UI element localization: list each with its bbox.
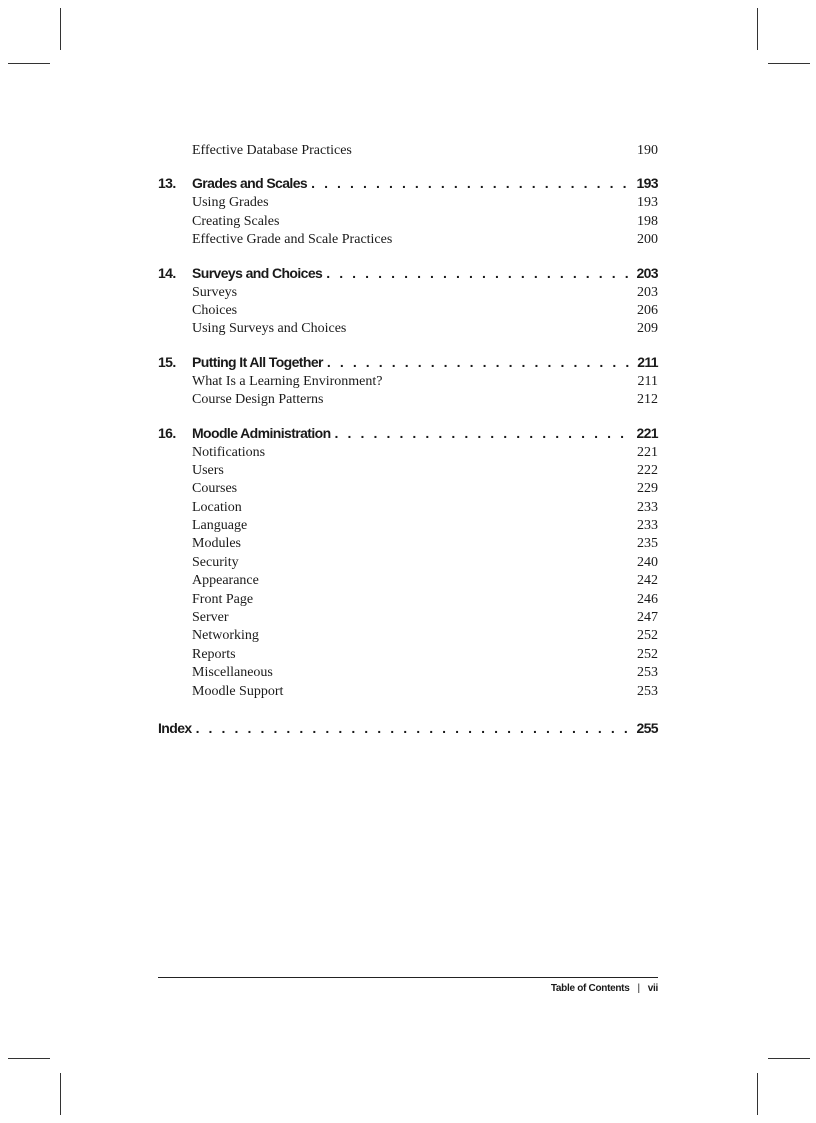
toc-chapter-heading[interactable] <box>158 354 658 374</box>
toc-entry[interactable] <box>158 321 658 339</box>
toc-chapter <box>158 354 658 411</box>
toc-entry-label: Appearance <box>192 573 259 589</box>
toc-entry[interactable] <box>158 285 658 303</box>
toc-entry-page: 211 <box>637 373 658 389</box>
toc-entry-page: 198 <box>637 213 658 229</box>
toc-entry[interactable] <box>158 374 658 392</box>
toc-entry[interactable] <box>158 610 658 628</box>
toc-entry[interactable] <box>158 232 658 250</box>
footer-rule <box>158 977 658 978</box>
crop-mark-bottom-left <box>60 1073 61 1115</box>
toc-chapter-number: 13. <box>158 175 176 192</box>
toc-chapter-title: Putting It All Together <box>192 353 323 370</box>
toc-chapter-page: 221 <box>636 424 658 441</box>
toc-entry-label: Using Grades <box>192 195 269 211</box>
crop-mark-bottom-right-h <box>768 1058 810 1059</box>
toc-dot-leader <box>335 425 633 441</box>
toc-entry[interactable] <box>158 303 658 321</box>
toc-entry-label: Security <box>192 554 239 570</box>
toc-entry-label: Effective Database Practices <box>192 143 352 158</box>
toc-dot-leader <box>326 265 632 281</box>
toc-entry-label: Users <box>192 462 224 478</box>
toc-entry[interactable] <box>158 536 658 554</box>
toc-chapter-page: 203 <box>636 264 658 281</box>
toc-chapter-heading[interactable] <box>158 265 658 285</box>
toc-entry[interactable] <box>158 143 658 161</box>
toc-entry[interactable] <box>158 195 658 213</box>
toc-entry-label: Effective Grade and Scale Practices <box>192 232 393 248</box>
toc-entry-page: 212 <box>637 392 658 408</box>
toc-entry-page: 203 <box>637 284 658 300</box>
toc-chapter-number: 16. <box>158 424 176 441</box>
toc-chapter-heading[interactable] <box>158 720 658 740</box>
toc-chapter <box>158 425 658 702</box>
toc-entry-label: What Is a Learning Environment? <box>192 373 383 389</box>
toc-entry-label: Location <box>192 499 242 515</box>
toc-entry[interactable] <box>158 214 658 232</box>
toc-entry-page: 253 <box>637 665 658 681</box>
toc-entry-page: 206 <box>637 302 658 318</box>
toc-entry-label: Using Surveys and Choices <box>192 321 347 337</box>
toc-chapter <box>158 720 658 740</box>
toc-entry[interactable] <box>158 500 658 518</box>
toc-entry[interactable] <box>158 445 658 463</box>
toc-entry-page: 252 <box>637 628 658 644</box>
toc-entry[interactable] <box>158 665 658 683</box>
toc-entry-label: Networking <box>192 628 259 644</box>
toc-dot-leader <box>327 354 633 370</box>
toc-entry-label: Courses <box>192 481 238 497</box>
toc-entry-page: 242 <box>637 573 658 589</box>
toc-entry[interactable] <box>158 592 658 610</box>
toc-entry-label: Notifications <box>192 444 266 460</box>
toc-entry[interactable] <box>158 684 658 702</box>
crop-mark-top-left-h <box>8 63 50 64</box>
toc-entry[interactable] <box>158 392 658 410</box>
toc-entry-label: Creating Scales <box>192 213 280 229</box>
toc-entry[interactable] <box>158 628 658 646</box>
toc-entry-label: Choices <box>192 302 238 318</box>
toc-chapter-page: 255 <box>636 719 658 736</box>
toc-chapter <box>158 175 658 250</box>
toc-entry-page: 209 <box>637 321 658 337</box>
toc-entry-page: 247 <box>637 610 658 626</box>
toc-entry[interactable] <box>158 518 658 536</box>
table-of-contents <box>158 143 658 740</box>
page-footer <box>551 983 658 994</box>
toc-entry-label: Front Page <box>192 591 254 607</box>
toc-entry-label: Modules <box>192 536 241 552</box>
toc-entry-page: 235 <box>637 536 658 552</box>
toc-chapters <box>158 175 658 740</box>
toc-dot-leader <box>196 720 633 736</box>
toc-entry-page: 240 <box>637 554 658 570</box>
toc-entry-page: 190 <box>637 143 658 158</box>
toc-entry[interactable] <box>158 555 658 573</box>
toc-entry-page: 222 <box>637 462 658 478</box>
toc-entry-label: Language <box>192 518 248 534</box>
footer-section-title: Table of Contents <box>550 983 630 994</box>
toc-chapter-title: Surveys and Choices <box>192 264 323 281</box>
toc-dot-leader <box>311 175 632 191</box>
toc-entry-label: Surveys <box>192 284 238 300</box>
toc-entry[interactable] <box>158 647 658 665</box>
toc-entry[interactable] <box>158 573 658 591</box>
toc-entry-page: 229 <box>637 481 658 497</box>
toc-entry-page: 233 <box>637 518 658 534</box>
toc-entry-page: 193 <box>637 195 658 211</box>
toc-entry[interactable] <box>158 463 658 481</box>
footer-page-number: vii <box>647 983 658 994</box>
toc-entry-label: Miscellaneous <box>192 665 273 681</box>
crop-mark-top-left <box>60 8 61 50</box>
crop-mark-bottom-right <box>757 1073 758 1115</box>
footer-separator: | <box>637 983 640 994</box>
toc-chapter-page: 193 <box>636 175 658 192</box>
toc-entry-page: 221 <box>637 444 658 460</box>
toc-chapter <box>158 265 658 340</box>
toc-entry-label: Reports <box>192 646 236 662</box>
toc-entry-label: Server <box>192 610 229 626</box>
toc-chapter-heading[interactable] <box>158 175 658 195</box>
toc-chapter-title: Index <box>158 719 192 736</box>
toc-entry-page: 252 <box>637 646 658 662</box>
toc-chapter-number: 14. <box>158 264 176 281</box>
toc-chapter-number: 15. <box>158 353 176 370</box>
toc-entry[interactable] <box>158 481 658 499</box>
crop-mark-top-right-h <box>768 63 810 64</box>
toc-entry-page: 253 <box>637 683 658 699</box>
toc-entry-page: 200 <box>637 232 658 248</box>
toc-chapter-page: 211 <box>637 353 658 370</box>
toc-chapter-heading[interactable] <box>158 425 658 445</box>
toc-chapter-title: Grades and Scales <box>192 175 308 192</box>
toc-entry-label: Moodle Support <box>192 683 284 699</box>
toc-chapter-title: Moodle Administration <box>192 424 331 441</box>
toc-entry-page: 233 <box>637 499 658 515</box>
toc-entry-label: Course Design Patterns <box>192 392 324 408</box>
toc-entry-page: 246 <box>637 591 658 607</box>
crop-mark-bottom-left-h <box>8 1058 50 1059</box>
crop-mark-top-right <box>757 8 758 50</box>
